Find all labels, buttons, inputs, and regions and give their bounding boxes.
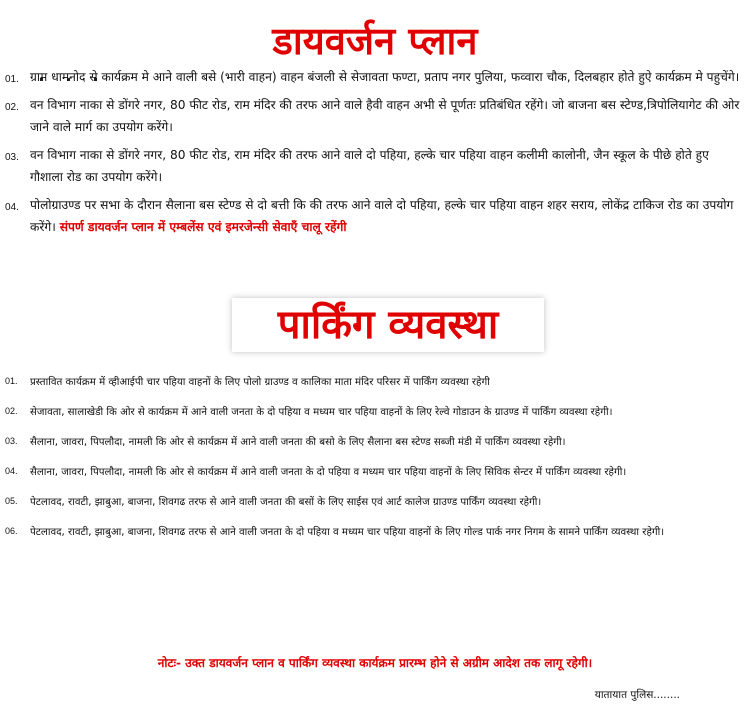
item-text: वन विभाग नाका से डोंगरे नगर, 80 फीट रोड, राम मंदिर की तरफ आने वाले दो पहिया, हल्के चार पहिया वाहन कलीमी कालोनी, जैन स्कूल के पीछे होते हुए गौशाला रोड का उपयोग करेंगे। — [30, 148, 709, 184]
item-text: पेटलावद, रावटी, झाबुआ, बाजना, शिवगढ तरफ से आने वाली जनता के दो पहिया व मध्यम चार पहिया वाहनों के लिए गोल्ड पार्क नगर निगम के सामने पार्किंग व्यवस्था रहेगी। — [30, 527, 665, 538]
parking-item — [0, 462, 750, 483]
item-number: 05. — [5, 496, 18, 506]
item-text: सैलाना, जावरा, पिपलौदा, नामली कि ओर से कार्यक्रम में आने वाली जनता की बसो के लिए सैलाना बस स्टेण्ड सब्जी मंडी में पार्किंग व्यवस्था रहेगी। — [30, 437, 566, 448]
item-text: सैलाना, जावरा, पिपलौदा, नामली कि ओर से कार्यक्रम में आने वाली जनता के दो पहिया व मध्यम चार पहिया वाहनों के लिए सिविक सेन्टर में पार्किंग व्यवस्था रहेगी। — [30, 467, 627, 478]
diversion-plan-list — [0, 66, 750, 244]
diversion-item — [0, 144, 750, 188]
diversion-item — [0, 66, 750, 88]
diversion-plan-title: डायवर्जन प्लान — [200, 14, 550, 68]
item-number: 02. — [5, 406, 18, 416]
item-text: ग्राम धामनोद से कार्यक्रम मे आने वाली बसे (भारी वाहन) वाहन बंजली से सेजावता फण्टा, प्रताप नगर पुलिया, फव्वारा चौक, दिलबहार होते हुऐ कार्यक्रम मे पहुचेंगे। — [30, 70, 740, 84]
parking-arrangement-list — [0, 372, 750, 552]
parking-item — [0, 372, 750, 393]
item-number: 06. — [5, 526, 18, 536]
item-text: पोलोग्राउण्ड पर सभा के दौरान सैलाना बस स्टेण्ड से दो बत्ती कि की तरफ आने वाले दो पहिया, हल्के चार पहिया वाहन शहर सराय, लोकेंद्र टाकिज रोड का उपयोग करेंगे। — [30, 198, 734, 234]
traffic-police-signature: यातायात पुलिस........ — [594, 689, 680, 701]
item-number: 01. — [5, 376, 18, 386]
parking-item — [0, 492, 750, 513]
parking-item — [0, 432, 750, 453]
diversion-item — [0, 194, 750, 238]
item-text: पेटलावद, रावटी, झाबुआ, बाजना, शिवगढ तरफ से आने वाली जनता की बसों के लिए साईस एवं आर्ट कालेज ग्राउण्ड पार्किंग व्यवस्था रहेगी। — [30, 497, 542, 508]
item-number: 02. — [5, 102, 19, 113]
item-text-with-highlight — [30, 194, 742, 238]
item-text: सेजावता, सालाखेडी कि ओर से कार्यक्रम में आने वाली जनता के दो पहिया व मध्यम चार पहिया वाहनों के लिए रेल्वे गोडाउन के ग्राउण्ड में पार्किंग व्यवस्था रहेगी। — [30, 407, 613, 418]
item-number: 03. — [5, 152, 19, 163]
item-number: 01. — [5, 74, 19, 85]
emergency-services-highlight: संपर्ण डायवर्जन प्लान में एम्बलेंस एवं इमरजेन्सी सेवाएँ चालू रहेंगी — [59, 220, 347, 234]
parking-arrangement-title: पार्किंग व्यवस्था — [232, 298, 544, 352]
item-number: 04. — [5, 202, 19, 213]
item-number: 04. — [5, 466, 18, 476]
item-number: 03. — [5, 436, 18, 446]
item-text: प्रस्तावित कार्यक्रम में व्हीआईपी चार पहिया वाहनों के लिए पोलो ग्राउण्ड व कालिका माता मंदिर परिसर में पार्किंग व्यवस्था रहेगी — [30, 377, 490, 388]
parking-item — [0, 402, 750, 423]
diversion-item — [0, 94, 750, 138]
validity-note: नोटः- उक्त डायवर्जन प्लान व पार्किंग व्यवस्था कार्यक्रम प्रारम्भ होने से अग्रीम आदेश तक लागू रहेगी। — [157, 656, 593, 670]
parking-item — [0, 522, 750, 543]
item-text: वन विभाग नाका से डोंगरे नगर, 80 फीट रोड, राम मंदिर की तरफ आने वाले हैवी वाहन अभी से पूर्णतः प्रतिबंधित रहेंगे। जो बाजना बस स्टेण्ड,त्रिपोलियागेट की ओर जाने वाले मार्ग का उपयोग करेंगे। — [30, 98, 740, 134]
